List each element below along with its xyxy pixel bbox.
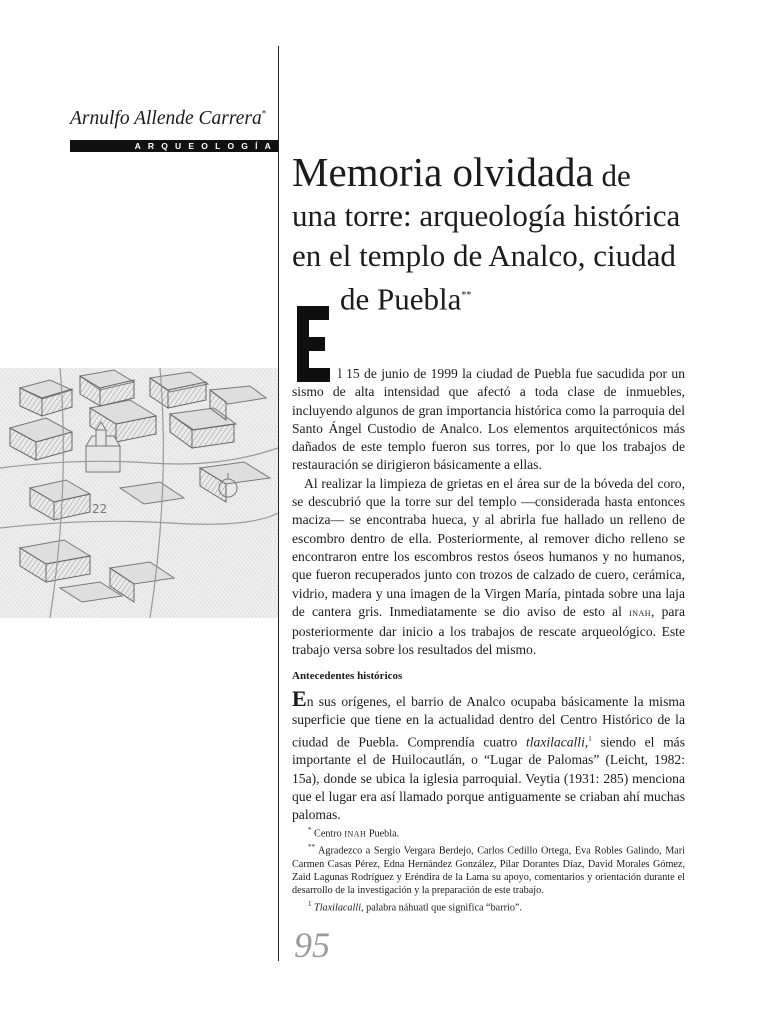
author-name: Arnulfo Allende Carrera* <box>70 108 267 129</box>
section-label: ARQUEOLOGÍA <box>70 140 278 152</box>
page-number: 95 <box>294 925 330 965</box>
article-title: Memoria olvidada de una torre: arqueología histórica en el templo de Analco, ciudad de Puebla** <box>292 149 681 317</box>
section-heading: Antecedentes históricos <box>292 670 403 682</box>
map-number-label: 22 <box>92 502 108 516</box>
intro-text: l 15 de junio de 1999 la ciudad de Puebla fue sacudida por un sismo de alta intensidad que afectó a toda clase de inmuebles, incluyendo algunos de gran importancia histórica como la parroquia del Santo Ángel Custodio de Analco. Los elementos arquitectónicos más dañados de este templo fueron sus torres, por lo que los trabajos de restauración se dirigieron básicamente a ellas. Al realizar la limpieza de grietas en el área sur de la bóveda del coro, se descubrió que la torre sur del templo —considerada hasta entonces maciza— se encontraba hueca, y al abrirla fue hallado un relleno de escombro dentro de ella. Posteriormente, al remover dicho relleno se encontraron entre los escombros restos óseos humanos y no humanos, que fueron recuperados junto con trozos de calzado de cuero, cerámica, vidrio, madera y una imagen de la Virgen María, pintada sobre una laja de cantera gris. Inmediatamente se dio aviso de esto al INAH, para posteriormente dar inicio a los trabajos de rescate arqueológico. Este trabajo versa sobre los resultados del mismo. <box>292 366 685 658</box>
historic-map-illustration <box>0 368 278 618</box>
column-divider <box>278 46 279 961</box>
section-text: En sus orígenes, el barrio de Analco ocupaba básicamente la misma superficie que tiene en la actualidad dentro del Centro Histórico de la ciudad de Puebla. Comprendía cuatro tlaxilacalli,$^1$ siendo el más importante el de Huilocautlán, o “Lugar de Palomas” (Leicht, 1982: 15a), donde se ubica la iglesia parroquial. Veytia (1931: 285) menciona que el lugar era así llamado porque antiguamente se criaban ahí muchas palomas. <box>292 686 685 823</box>
footnotes: * Centro INAH Puebla. ** Agradezco a Sergio Vergara Berdejo, Carlos Cedillo Ortega, Eva Robles Galindo, Mari Carmen Casas Pérez, Edna Hernández González, Pilar Dorantes Díaz, David Morales Gómez, Zaid Lagunas Rodríguez y Eréndira de la Lama su apoyo, comentarios y orientación durante el desarrollo de la investigación y la preparación de este trabajo. $^1$ Tlaxilacalli, palabra náhuatl que significa “barrio”. <box>292 826 685 914</box>
